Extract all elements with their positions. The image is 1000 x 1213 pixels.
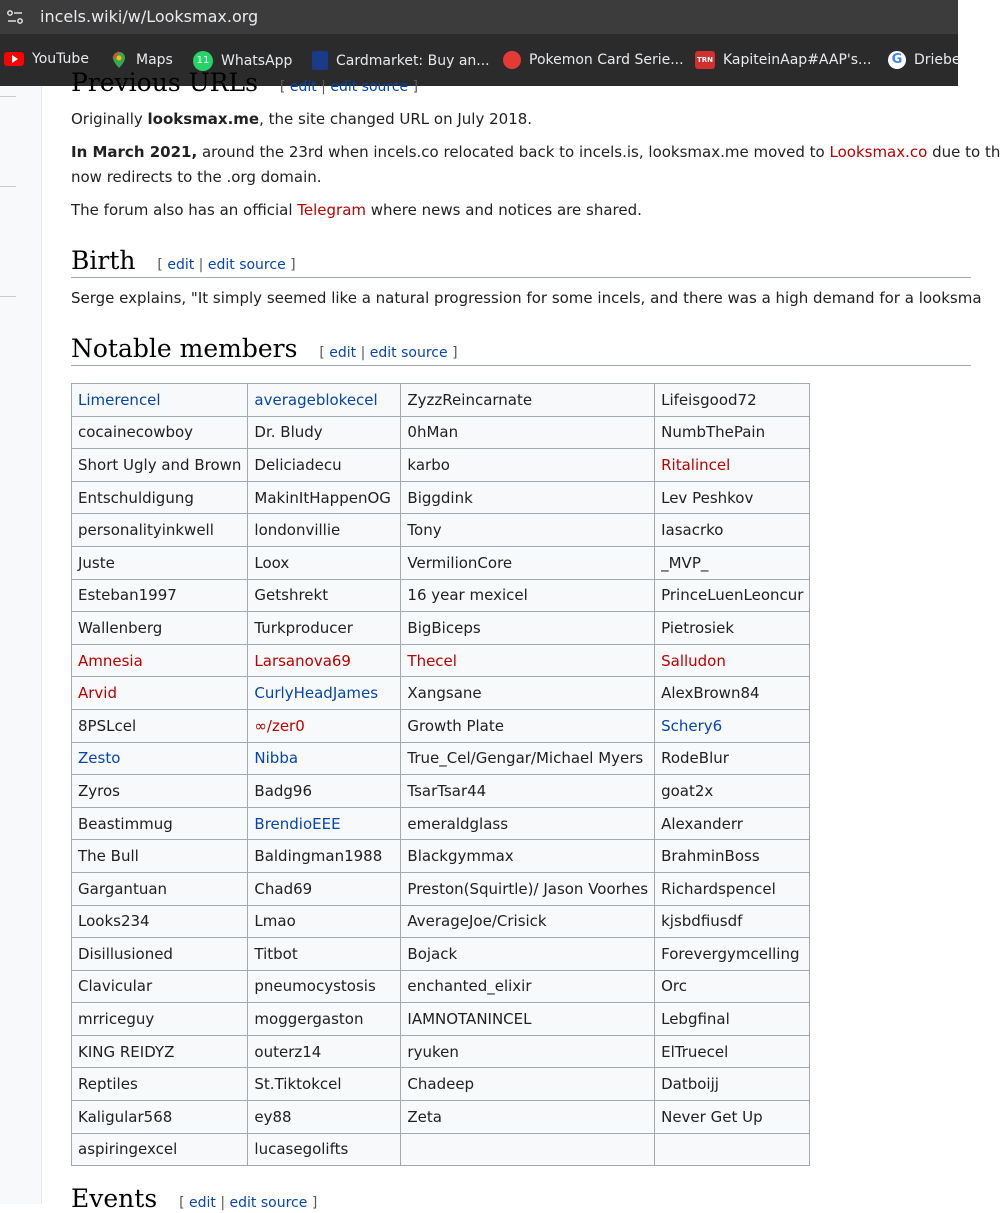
member-cell: True_Cel/Gengar/Michael Myers [401,742,655,775]
member-cell: AverageJoe/Crisick [401,905,655,938]
paragraph-birth [71,285,982,311]
member-cell: Kaligular568 [72,1101,248,1134]
member-cell[interactable]: averageblokecel [248,384,401,417]
table-row [72,1068,810,1101]
member-cell: ryuken [401,1035,655,1068]
table-row [72,449,810,482]
edit-link[interactable]: edit [329,345,357,361]
member-cell: Deliciadecu [248,449,401,482]
member-cell: RodeBlur [655,742,810,775]
google-icon: G [888,51,906,69]
edit-source-link[interactable]: edit source [229,1195,308,1211]
member-cell: lucasegolifts [248,1133,401,1166]
table-row [72,872,810,905]
member-cell: Badg96 [248,775,401,808]
member-cell: Titbot [248,938,401,971]
member-cell[interactable]: Limerencel [72,384,248,417]
member-cell: Baldingman1988 [248,840,401,873]
member-cell [655,1133,810,1166]
member-cell: Lev Peshkov [655,481,810,514]
member-cell: Never Get Up [655,1101,810,1134]
member-cell: IAMNOTANINCEL [401,1003,655,1036]
member-cell[interactable]: Salludon [655,644,810,677]
member-cell: 0hMan [401,416,655,449]
edit-section: [ edit | edit source ] [279,79,419,95]
member-cell[interactable]: Schery6 [655,709,810,742]
member-cell [401,1133,655,1166]
member-cell[interactable]: Arvid [72,677,248,710]
member-cell: Chad69 [248,872,401,905]
section-heading-birth [71,246,296,275]
sidebar-divider [0,296,16,297]
edit-section: [ edit | edit source ] [157,257,296,273]
member-cell: Entschuldigung [72,481,248,514]
url-field[interactable]: incels.wiki/w/Looksmax.org [40,7,259,26]
member-cell[interactable]: Zesto [72,742,248,775]
bookmark-label: KapiteinAap#AAP's... [723,52,872,68]
table-row [72,1101,810,1134]
browser-address-bar [0,0,958,34]
member-cell: Zyros [72,775,248,808]
table-row [72,546,810,579]
member-cell: Disillusioned [72,938,248,971]
member-cell: Tony [401,514,655,547]
edit-link[interactable]: edit [289,79,317,95]
table-row [72,481,810,514]
bookmark-youtube[interactable] [4,51,89,67]
paragraph-redirect [71,164,322,190]
member-cell: outerz14 [248,1035,401,1068]
whatsapp-icon: 11 [193,51,213,71]
member-cell: Beastimmug [72,807,248,840]
member-cell: PrinceLuenLeoncur [655,579,810,612]
table-row [72,970,810,1003]
member-cell: Biggdink [401,481,655,514]
member-cell: Growth Plate [401,709,655,742]
section-heading-previous-urls [71,68,418,97]
member-cell: Looks234 [72,905,248,938]
edit-section: [ edit | edit source ] [319,345,458,361]
text: Originally [71,110,148,128]
member-cell: Lmao [248,905,401,938]
member-cell: cocainecowboy [72,416,248,449]
edit-link[interactable]: edit [189,1195,216,1211]
member-cell: TsarTsar44 [401,775,655,808]
youtube-icon [4,52,24,66]
member-cell: Preston(Squirtle)/ Jason Voorhes [401,872,655,905]
bookmark-label: Cardmarket: Buy an... [336,52,490,69]
text: where news and notices are shared. [366,201,642,219]
text: The forum also has an official [71,201,298,219]
member-cell[interactable]: BrendioEEE [248,807,401,840]
edit-link[interactable]: edit [167,257,195,273]
member-cell: Datboijj [655,1068,810,1101]
member-cell: Wallenberg [72,612,248,645]
sidebar-divider [0,186,16,187]
edit-source-link[interactable]: edit source [207,257,286,273]
member-cell: Clavicular [72,970,248,1003]
section-heading-events [71,1184,317,1213]
bookmark-label: Driebe [914,52,961,68]
table-row [72,709,810,742]
edit-source-link[interactable]: edit source [369,345,448,361]
member-cell: Orc [655,970,810,1003]
trn-icon: TRN [695,51,715,69]
wiki-page [0,68,1000,1213]
maps-icon [110,51,128,69]
member-cell: The Bull [72,840,248,873]
member-cell: Lifeisgood72 [655,384,810,417]
member-cell: 16 year mexicel [401,579,655,612]
bold-text: In March 2021, [71,143,198,161]
member-cell: VermilionCore [401,546,655,579]
member-cell: Zeta [401,1101,655,1134]
telegram-link[interactable]: Telegram [297,201,367,219]
table-row [72,1003,810,1036]
member-cell: Pietrosiek [655,612,810,645]
table-row [72,938,810,971]
bookmark-google[interactable] [888,51,961,69]
bookmark-label: Maps [136,52,173,68]
table-row [72,416,810,449]
member-cell[interactable]: CurlyHeadJames [248,677,401,710]
table-row [72,677,810,710]
text: Serge explains, "It simply seemed like a natural progression for some incels, and there was a high demand for a looksma [71,289,982,307]
heading-text: Notable members [71,334,298,363]
member-cell: Short Ugly and Brown [72,449,248,482]
member-cell[interactable]: ∞/zer0 [248,709,401,742]
member-cell[interactable]: Thecel [401,644,655,677]
notable-members-table [71,383,810,1166]
member-cell: emeraldglass [401,807,655,840]
bookmark-label: YouTube [32,51,89,67]
heading-divider [71,277,971,278]
site-info-icon[interactable] [6,8,24,26]
member-cell: Gargantuan [72,872,248,905]
member-cell: ElTruecel [655,1035,810,1068]
text: around the 23rd when incels.co relocated back to incels.is, looksmax.me moved to [197,143,830,161]
text: , the site changed URL on July 2018. [259,110,533,128]
member-cell: londonvillie [248,514,401,547]
table-row [72,612,810,645]
member-cell: Chadeep [401,1068,655,1101]
table-row [72,742,810,775]
sidebar-divider [0,96,16,97]
table-row [72,384,810,417]
member-cell: Lebgfinal [655,1003,810,1036]
member-cell: Alexanderr [655,807,810,840]
table-row [72,807,810,840]
paragraph-telegram [71,197,642,223]
member-cell: ZyzzReincarnate [401,384,655,417]
table-row [72,840,810,873]
member-cell: St.Tiktokcel [248,1068,401,1101]
member-cell: Richardspencel [655,872,810,905]
member-cell: Reptiles [72,1068,248,1101]
edit-section: [ edit | edit source ] [179,1195,318,1211]
member-cell: Juste [72,546,248,579]
member-cell: AlexBrown84 [655,677,810,710]
member-cell: 8PSLcel [72,709,248,742]
bookmark-label: Pokemon Card Serie... [529,52,684,68]
text: now redirects to the .org domain. [71,168,322,186]
bookmark-maps[interactable] [110,51,173,69]
member-cell: goat2x [655,775,810,808]
heading-divider [71,365,971,366]
bold-text: looksmax.me [147,110,260,128]
member-cell: aspiringexcel [72,1133,248,1166]
heading-text: Previous URLs [71,68,258,97]
member-cell: karbo [401,449,655,482]
bookmark-label: WhatsApp [221,53,293,69]
paragraph-march-2021 [71,139,1000,165]
table-row [72,1133,810,1166]
member-cell: personalityinkwell [72,514,248,547]
pokemon-icon [503,51,521,69]
member-cell: BrahminBoss [655,840,810,873]
member-cell: BigBiceps [401,612,655,645]
member-cell: Blackgymmax [401,840,655,873]
member-cell: Getshrekt [248,579,401,612]
member-cell: Turkproducer [248,612,401,645]
member-cell: NumbThePain [655,416,810,449]
member-cell: Dr. Bludy [248,416,401,449]
member-cell: mrriceguy [72,1003,248,1036]
looksmax-co-link[interactable]: Looksmax.co [829,143,928,161]
member-cell: moggergaston [248,1003,401,1036]
article-content [41,68,1000,1213]
member-cell[interactable]: Ritalincel [655,449,810,482]
heading-text: Birth [71,246,136,275]
table-row [72,514,810,547]
member-cell[interactable]: Nibba [248,742,401,775]
member-cell: _MVP_ [655,546,810,579]
member-cell[interactable]: Larsanova69 [248,644,401,677]
paragraph-original-url [71,106,532,132]
member-cell: ey88 [248,1101,401,1134]
table-row [72,579,810,612]
member-cell: Loox [248,546,401,579]
bookmark-trn[interactable] [695,51,871,69]
table-row [72,1035,810,1068]
member-cell: Iasacrko [655,514,810,547]
member-cell: Xangsane [401,677,655,710]
member-cell[interactable]: Amnesia [72,644,248,677]
member-cell: enchanted_elixir [401,970,655,1003]
member-cell: Forevergymcelling [655,938,810,971]
text: due to th [927,143,1000,161]
member-cell: KING REIDYZ [72,1035,248,1068]
member-cell: pneumocystosis [248,970,401,1003]
table-row [72,775,810,808]
section-heading-notable-members [71,334,458,363]
heading-text: Events [71,1184,158,1213]
member-cell: Bojack [401,938,655,971]
member-cell: MakinItHappenOG [248,481,401,514]
member-cell: kjsbdfiusdf [655,905,810,938]
bookmark-pokemon[interactable] [503,51,684,69]
table-row [72,905,810,938]
table-row [72,644,810,677]
member-cell: Esteban1997 [72,579,248,612]
edit-source-link[interactable]: edit source [330,79,409,95]
